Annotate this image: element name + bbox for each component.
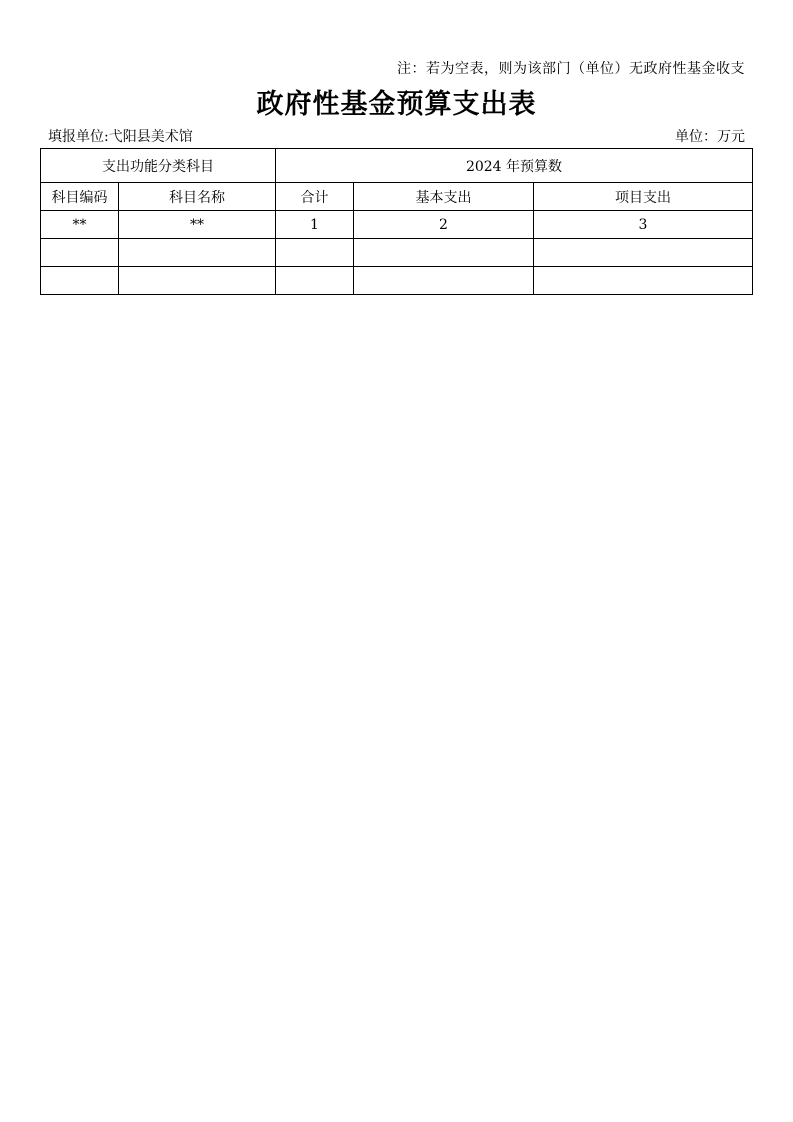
- reporting-unit: 填报单位:弋阳县美术馆: [48, 129, 193, 145]
- index-cell: **: [119, 211, 276, 239]
- index-cell: **: [41, 211, 119, 239]
- index-cell: 2: [354, 211, 534, 239]
- index-cell: 3: [534, 211, 753, 239]
- table-cell: [354, 239, 534, 267]
- col-header-name: 科目名称: [119, 183, 276, 211]
- budget-table: [40, 148, 753, 295]
- col-header-project: 项目支出: [534, 183, 753, 211]
- table-cell: [276, 267, 354, 295]
- index-row: [41, 211, 753, 239]
- table-cell: [276, 239, 354, 267]
- table-cell: [41, 239, 119, 267]
- index-cell: 1: [276, 211, 354, 239]
- header-budget: 2024 年预算数: [276, 149, 753, 183]
- col-header-code: 科目编码: [41, 183, 119, 211]
- empty-table-note: 注：若为空表，则为该部门（单位）无政府性基金收支: [397, 61, 745, 77]
- page-title: 政府性基金预算支出表: [256, 89, 537, 120]
- table-row: [41, 267, 753, 295]
- col-header-basic: 基本支出: [354, 183, 534, 211]
- table-cell: [534, 239, 753, 267]
- table-cell: [354, 267, 534, 295]
- column-header-row: [41, 183, 753, 211]
- header-category: 支出功能分类科目: [41, 149, 276, 183]
- col-header-total: 合计: [276, 183, 354, 211]
- table-cell: [41, 267, 119, 295]
- table-row: [41, 239, 753, 267]
- group-header-row: [41, 149, 753, 183]
- table-cell: [119, 267, 276, 295]
- table-cell: [534, 267, 753, 295]
- currency-unit: 单位：万元: [675, 129, 745, 145]
- table-cell: [119, 239, 276, 267]
